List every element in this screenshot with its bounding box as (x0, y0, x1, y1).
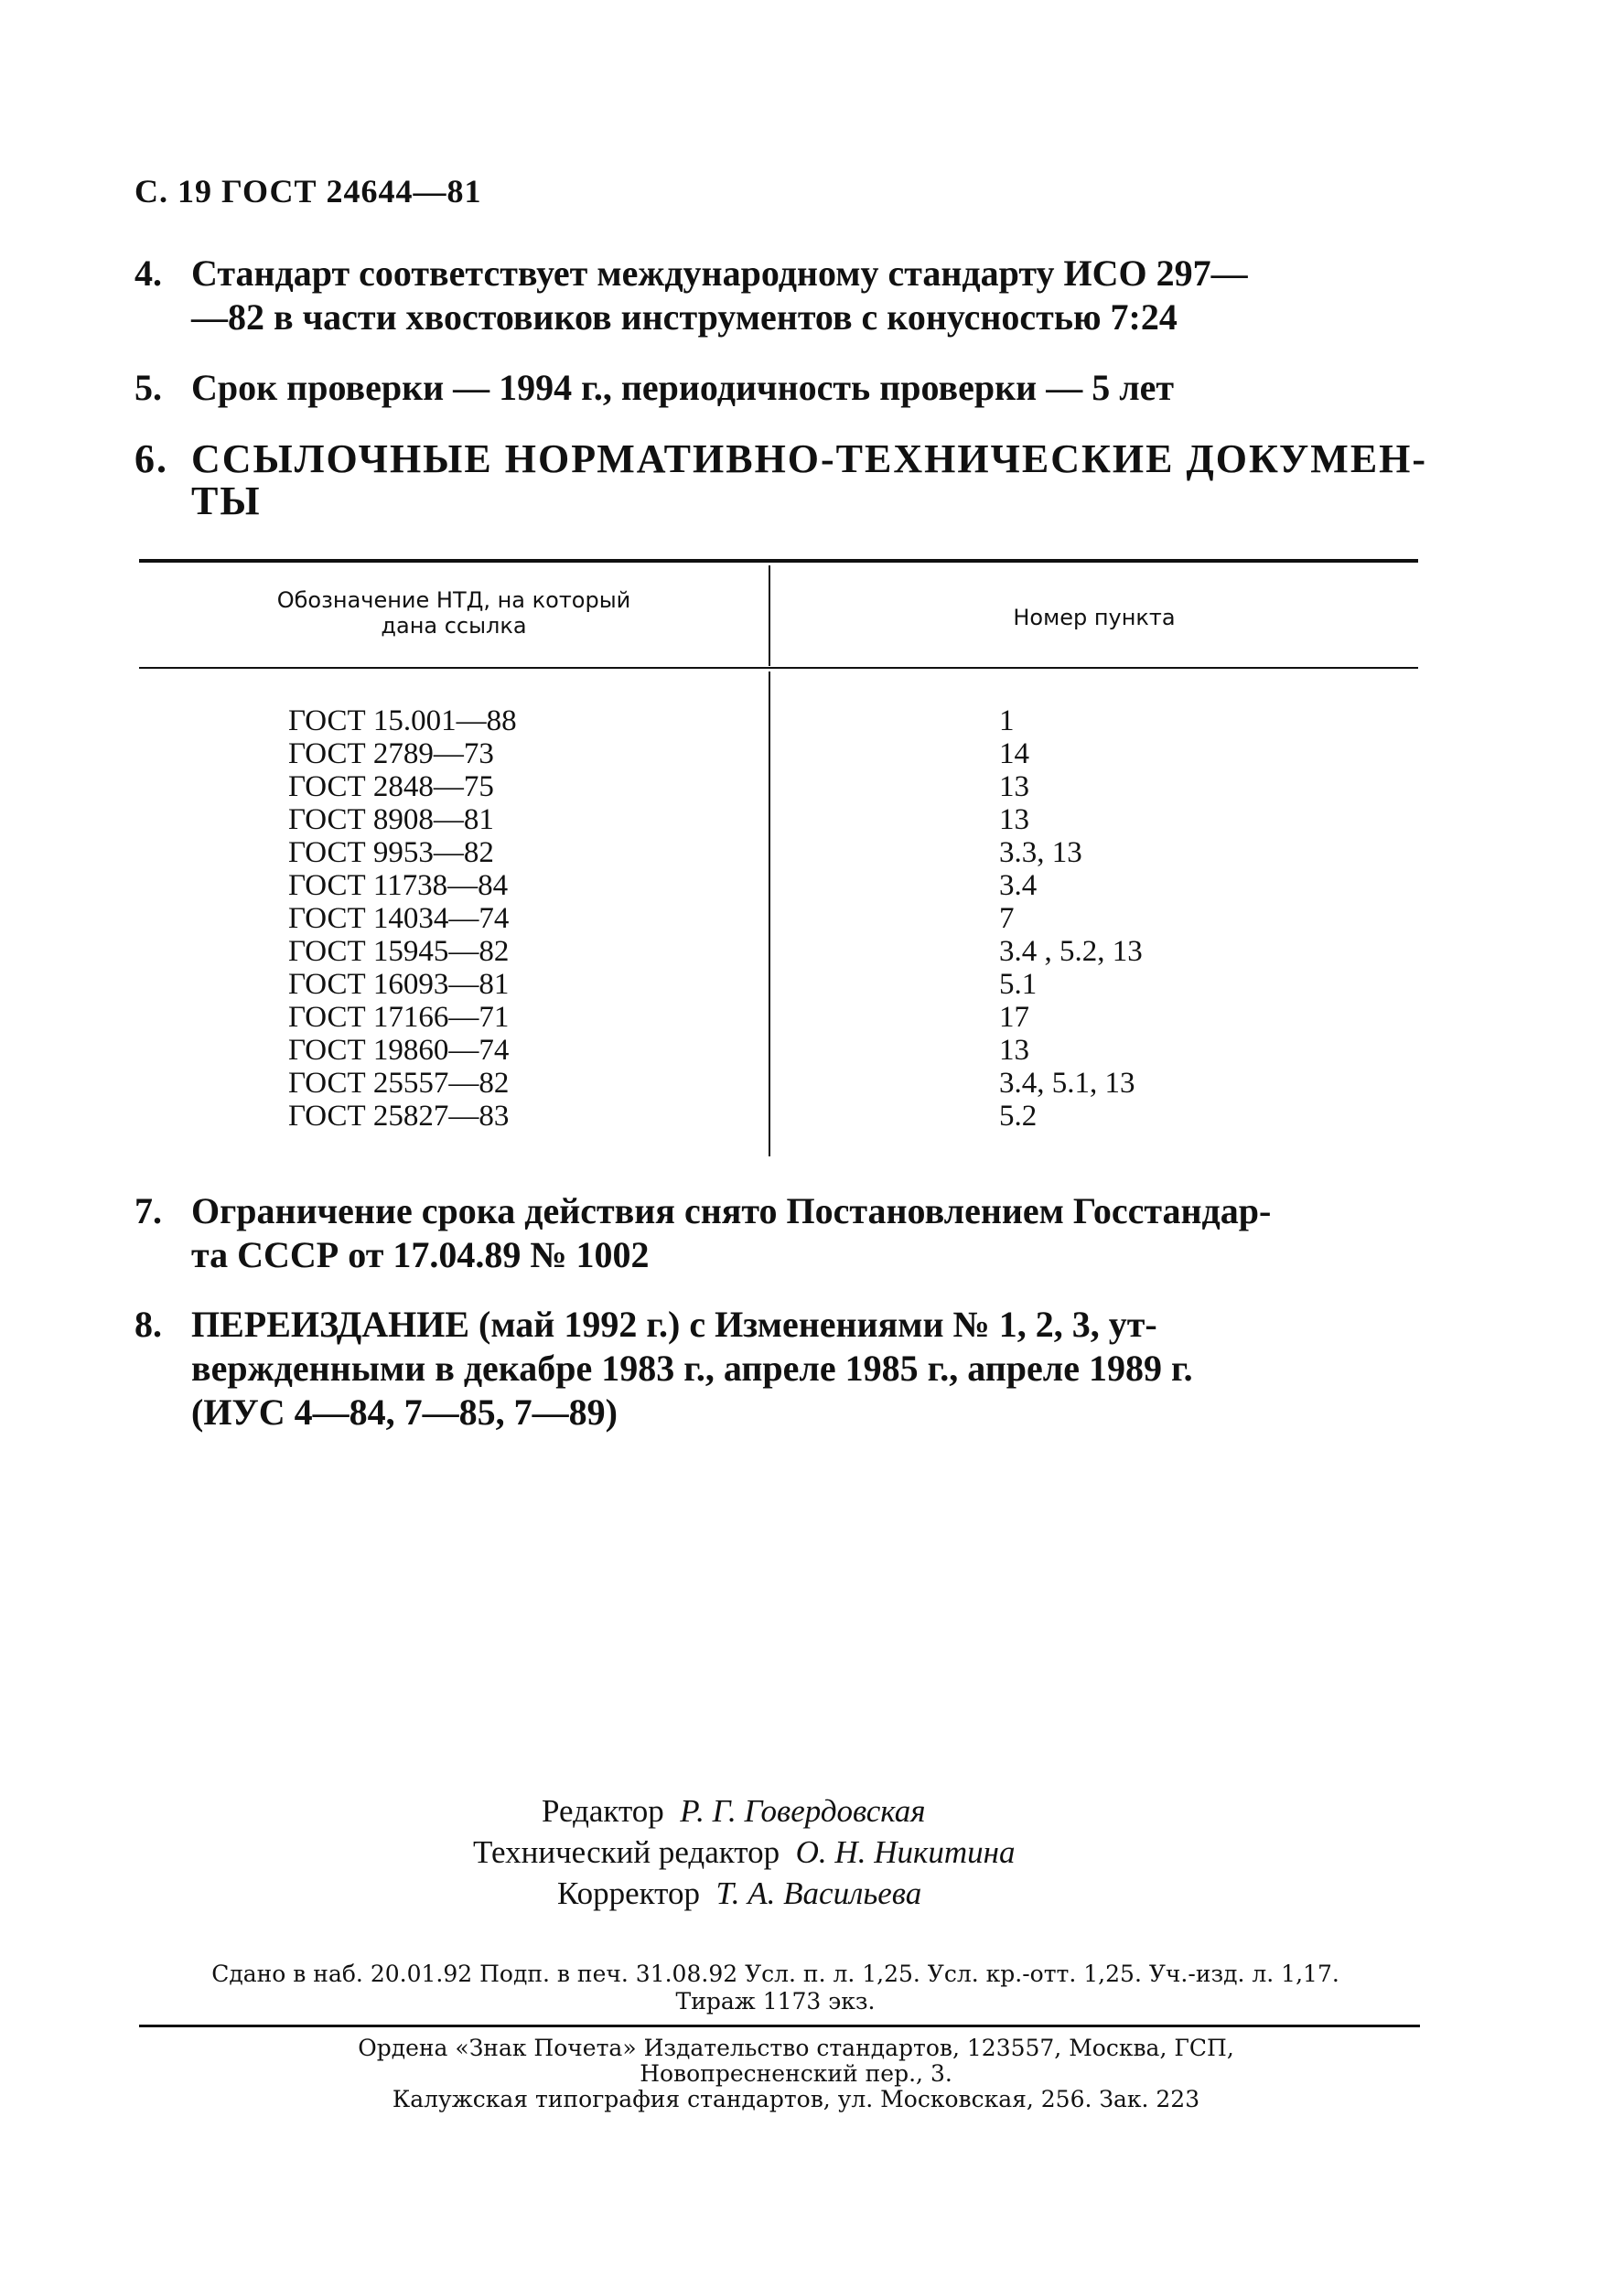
item-text-line: (ИУС 4—84, 7—85, 7—89) (191, 1392, 618, 1433)
publisher-footer (165, 2036, 1427, 2112)
header-line: дана ссылка (381, 613, 527, 639)
item-text-line: ССЫЛОЧНЫЕ НОРМАТИВНО-ТЕХНИЧЕСКИЕ ДОКУМЕН- (191, 436, 1428, 481)
ntd-designation: ГОСТ 16093—81 (288, 968, 510, 1001)
ntd-designation: ГОСТ 9953—82 (288, 836, 494, 869)
item-number: 6. (134, 436, 168, 481)
table-header-col2: Номер пункта (1013, 605, 1176, 630)
item-text-line: Стандарт соответствует международному стандарту ИСО 297— (191, 253, 1248, 294)
credit-proofreader (557, 1875, 921, 1912)
credit-tech-editor (473, 1834, 1015, 1871)
item-text-line: ТЫ (191, 478, 262, 523)
footer-rule (139, 2025, 1420, 2027)
footer-line: Калужская типография стандартов, ул. Московская, 256. Зак. 223 (392, 2086, 1200, 2112)
table-header-col1 (139, 587, 769, 639)
clause-number: 14 (999, 737, 1029, 770)
credit-editor (542, 1793, 926, 1830)
clause-number: 3.4, 5.1, 13 (999, 1067, 1135, 1100)
clause-number: 17 (999, 1001, 1029, 1034)
item-text-line: ПЕРЕИЗДАНИЕ (май 1992 г.) с Изменениями № 1, 2, 3, ут- (191, 1304, 1157, 1345)
clause-number: 13 (999, 1034, 1029, 1067)
ntd-designation: ГОСТ 14034—74 (288, 902, 510, 935)
imprint-line: Тираж 1173 экз. (675, 1988, 876, 2015)
ntd-designation: ГОСТ 17166—71 (288, 1001, 510, 1034)
clause-number: 3.4 (999, 869, 1038, 902)
imprint-line: Сдано в наб. 20.01.92 Подп. в печ. 31.08.92 Усл. п. л. 1,25. Усл. кр.-отт. 1,25. Уч.-изд. л. 1,17. (211, 1961, 1339, 1987)
header-line: Обозначение НТД, на который (276, 587, 631, 613)
ntd-designation: ГОСТ 15.001—88 (288, 704, 517, 737)
ntd-designation: ГОСТ 25827—83 (288, 1100, 510, 1133)
page-header: С. 19 ГОСТ 24644—81 (134, 173, 482, 210)
table-top-rule (139, 559, 1418, 563)
ntd-designation: ГОСТ 15945—82 (288, 935, 510, 968)
item-number: 4. (134, 253, 162, 294)
ntd-designation: ГОСТ 11738—84 (288, 869, 509, 902)
item-number: 8. (134, 1304, 162, 1345)
clause-number: 13 (999, 770, 1029, 803)
clause-number: 1 (999, 704, 1015, 737)
table-header-rule (139, 667, 1418, 669)
ntd-designation: ГОСТ 8908—81 (288, 803, 494, 836)
item-text-line: вержденными в декабре 1983 г., апреле 1985 г., апреле 1989 г. (191, 1348, 1193, 1389)
ntd-designation: ГОСТ 2848—75 (288, 770, 494, 803)
credit-name: Р. Г. Говердовская (680, 1793, 926, 1829)
credit-name: Т. А. Васильева (715, 1875, 922, 1911)
clause-number: 5.1 (999, 968, 1038, 1001)
item-text-line: Ограничение срока действия снято Постановлением Госстандар- (191, 1190, 1272, 1231)
item-number: 5. (134, 367, 162, 408)
footer-line: Новопресненский пер., 3. (640, 2060, 952, 2087)
clause-number: 7 (999, 902, 1015, 935)
clause-number: 3.3, 13 (999, 836, 1082, 869)
item-text-line: та СССР от 17.04.89 № 1002 (191, 1234, 650, 1275)
footer-line: Ордена «Знак Почета» Издательство стандартов, 123557, Москва, ГСП, (358, 2035, 1234, 2061)
ntd-designation: ГОСТ 2789—73 (288, 737, 494, 770)
clause-number: 5.2 (999, 1100, 1038, 1133)
credit-role: Технический редактор (473, 1834, 780, 1870)
item-text-line: —82 в части хвостовиков инструментов с конусностью 7:24 (191, 296, 1178, 338)
imprint (128, 1961, 1423, 2015)
item-text-line: Срок проверки — 1994 г., периодичность проверки — 5 лет (191, 367, 1175, 408)
credit-role: Редактор (542, 1793, 664, 1829)
clause-number: 13 (999, 803, 1029, 836)
credit-name: О. Н. Никитина (795, 1834, 1016, 1870)
ntd-designation: ГОСТ 19860—74 (288, 1034, 510, 1067)
credit-role: Корректор (557, 1875, 701, 1911)
clause-number: 3.4 , 5.2, 13 (999, 935, 1143, 968)
ntd-designation: ГОСТ 25557—82 (288, 1067, 510, 1100)
item-number: 7. (134, 1190, 162, 1231)
table-body-divider (769, 672, 770, 1156)
